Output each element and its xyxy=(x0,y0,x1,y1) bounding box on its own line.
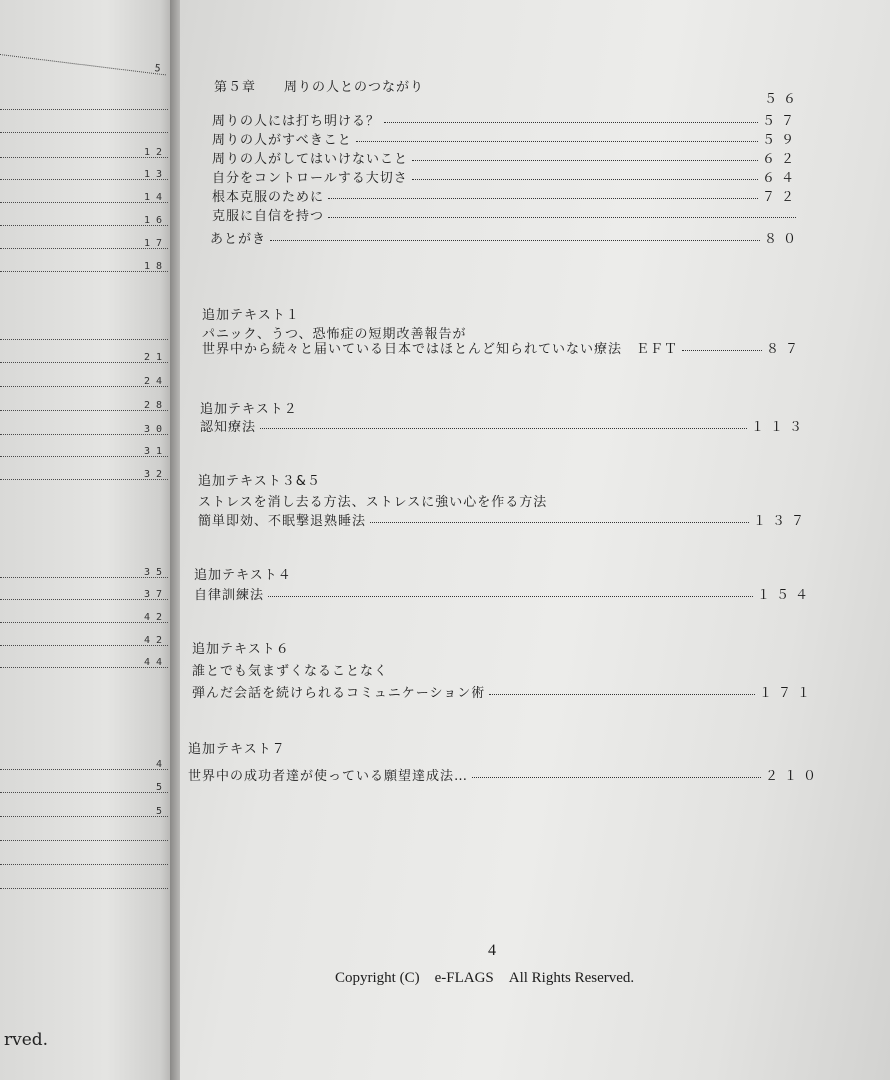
previous-page xyxy=(0,0,178,1080)
toc-entry-title: 自分をコントロールする大切さ xyxy=(212,171,408,186)
toc-entry-page: １５４ xyxy=(756,588,814,603)
toc-entry-title: 周りの人がしてはいけないこと xyxy=(212,152,409,167)
toc-entry xyxy=(194,584,814,603)
left-toc-row xyxy=(0,211,168,226)
table-of-contents-page xyxy=(180,0,890,1080)
toc-entry xyxy=(212,167,800,186)
toc-entry xyxy=(200,416,808,435)
left-page-number: 1 6 xyxy=(143,215,162,226)
left-page-number: 1 4 xyxy=(143,192,162,203)
left-page-number: 3 1 xyxy=(143,446,162,457)
left-page-number: 1 2 xyxy=(143,147,162,158)
toc-entry xyxy=(198,510,810,529)
left-toc-row xyxy=(0,850,168,865)
left-page-number: 2 4 xyxy=(143,376,162,387)
left-toc-row xyxy=(0,826,168,841)
leader-dots xyxy=(489,693,755,695)
left-toc-row xyxy=(0,95,168,110)
left-page-number: 4 2 xyxy=(143,635,162,646)
toc-entry-page: １７１ xyxy=(758,686,816,701)
left-toc-row xyxy=(0,234,168,249)
leader-dots xyxy=(412,178,758,180)
toc-entry xyxy=(192,682,816,701)
extra-line: ストレスを消し去る方法、ストレスに強い心を作る方法 xyxy=(198,495,548,510)
left-toc-row xyxy=(0,755,168,770)
toc-entry xyxy=(212,205,800,224)
leader-dots xyxy=(328,197,758,199)
toc-entry-page: ６４ xyxy=(761,171,800,186)
extra-heading: 追加テキスト３&５ xyxy=(198,474,321,489)
page-number: 4 xyxy=(488,942,496,959)
toc-entry-title: あとがき xyxy=(210,232,267,247)
chapter-page-number: ５６ xyxy=(764,92,803,107)
extra-line: 誰とでも気まずくなることなく xyxy=(192,664,389,679)
left-page-number: 5 xyxy=(155,806,162,817)
left-page-number: 3 5 xyxy=(143,567,162,578)
left-page-number: 5 xyxy=(155,782,162,793)
toc-entry-page: ２１０ xyxy=(764,769,822,784)
extra-line: パニック、うつ、恐怖症の短期改善報告が xyxy=(202,327,467,342)
leader-dots xyxy=(270,239,760,241)
extra-heading: 追加テキスト１ xyxy=(202,308,300,323)
left-page-number: 3 2 xyxy=(143,469,162,480)
left-toc-row xyxy=(0,420,168,435)
toc-entry-title: 自律訓練法 xyxy=(194,588,265,603)
toc-entry-title: 世界中から続々と届いている日本ではほとんど知られていない療法 ＥＦＴ xyxy=(202,342,679,357)
left-toc-row xyxy=(0,40,168,75)
toc-entry xyxy=(212,110,800,129)
toc-entry-afterword xyxy=(210,228,802,247)
left-toc-row xyxy=(0,778,168,793)
left-toc-row xyxy=(0,257,168,272)
toc-entry-title: 弾んだ会話を続けられるコミュニケーション術 xyxy=(192,686,486,701)
left-page-number: 1 7 xyxy=(143,238,162,249)
left-page-number: 3 7 xyxy=(143,589,162,600)
leader-dots xyxy=(356,140,758,142)
left-page-number: 3 0 xyxy=(143,424,162,435)
left-page-number: 2 1 xyxy=(143,352,162,363)
toc-entry xyxy=(202,338,804,357)
leader-dots xyxy=(260,427,747,429)
left-toc-row xyxy=(0,348,168,363)
toc-entry-page: ８７ xyxy=(765,342,804,357)
left-toc-row xyxy=(0,585,168,600)
leader-dots xyxy=(268,595,753,597)
left-page-number: 5 xyxy=(153,63,162,75)
toc-entry-title: 根本克服のために xyxy=(212,190,325,205)
left-toc-row xyxy=(0,802,168,817)
leader-dots xyxy=(370,521,749,523)
left-toc-row xyxy=(0,165,168,180)
left-toc-row xyxy=(0,653,168,668)
left-page-number: 4 2 xyxy=(143,612,162,623)
left-toc-row xyxy=(0,396,168,411)
leader-dots xyxy=(412,159,758,161)
toc-entry-title: 周りの人がすべきこと xyxy=(212,133,352,148)
leader-dots xyxy=(384,121,758,123)
left-toc-row xyxy=(0,143,168,158)
extra-heading: 追加テキスト７ xyxy=(188,742,286,757)
toc-entry xyxy=(212,148,800,167)
toc-entry-title: 簡単即効、不眠撃退熟睡法 xyxy=(198,514,367,529)
left-page-copyright: rved. xyxy=(4,1030,49,1050)
extra-heading: 追加テキスト６ xyxy=(192,642,290,657)
left-page-number: 2 8 xyxy=(143,400,162,411)
toc-entry-page: ６２ xyxy=(761,152,800,167)
left-toc-row xyxy=(0,442,168,457)
toc-entry-page: ７２ xyxy=(761,190,800,205)
left-toc-row xyxy=(0,608,168,623)
toc-entry-title: 克服に自信を持つ xyxy=(212,209,325,224)
left-page-number: 4 xyxy=(155,759,162,770)
left-page-number: 1 8 xyxy=(143,261,162,272)
leader-dots xyxy=(682,349,762,351)
toc-entry-title: 周りの人には打ち明ける？ xyxy=(212,114,381,129)
left-toc-row xyxy=(0,465,168,480)
left-toc-row xyxy=(0,188,168,203)
chapter-heading: 第５章 周りの人とのつながり xyxy=(214,80,425,95)
toc-entry-title: 認知療法 xyxy=(200,420,257,435)
toc-entry xyxy=(188,765,822,784)
toc-entry-page: ５９ xyxy=(761,133,800,148)
left-page-number: 1 3 xyxy=(143,169,162,180)
extra-heading: 追加テキスト２ xyxy=(200,402,298,417)
leader-dots xyxy=(472,776,761,778)
toc-entry-page: １１３ xyxy=(750,420,808,435)
left-toc-row xyxy=(0,631,168,646)
left-toc-row xyxy=(0,372,168,387)
extra-heading: 追加テキスト４ xyxy=(194,568,292,583)
toc-entry xyxy=(212,129,800,148)
left-toc-row xyxy=(0,874,168,889)
toc-entry-title: 世界中の成功者達が使っている願望達成法… xyxy=(188,769,469,784)
toc-entry xyxy=(212,186,800,205)
left-page-number: 4 4 xyxy=(143,657,162,668)
left-toc-row xyxy=(0,325,168,340)
leader-dots xyxy=(328,216,796,218)
toc-entry-page: ８０ xyxy=(763,232,802,247)
left-toc-row xyxy=(0,118,168,133)
left-toc-row xyxy=(0,563,168,578)
copyright-notice: Copyright (C) e-FLAGS All Rights Reserved. xyxy=(335,970,635,986)
toc-entry-page: １３７ xyxy=(752,514,810,529)
toc-entry-page: ５７ xyxy=(761,114,800,129)
